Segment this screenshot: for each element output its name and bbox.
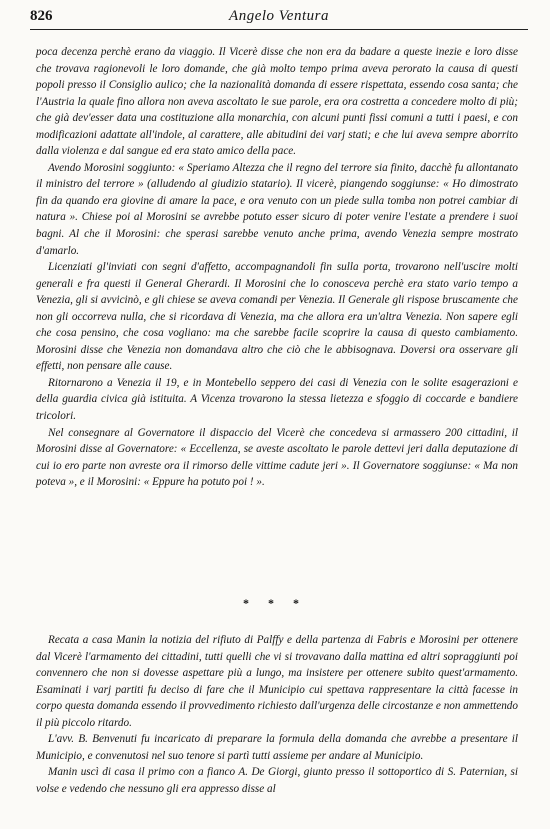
paragraph: Manin uscì di casa il primo con a fianco A. De Giorgi, giunto presso il sottoportico di S. Paternian, si volse e vedendo che nessuno gli era appresso disse al: [36, 766, 518, 795]
paragraph: Nel consegnare al Governatore il dispaccio del Vicerè che concedeva si armassero 200 cittadini, il Morosini disse al Governatore: « Eccellenza, se aveste ascoltato le parole dettevi jeri dalla deputazione di cui io ero parte non avreste ora il rimorso delle vittime cadute jeri ». Il Governatore soggiunse: « Ma non poteva », e il Morosini: « Eppure ha potuto poi ! ».: [36, 426, 518, 489]
page-header: [30, 6, 528, 30]
paragraph: poca decenza perchè erano da viaggio. Il Vicerè disse che non era da badare a queste inezie e loro disse che trovava ragionevoli le loro domande, che già molto tempo prima aveva perorato la causa di questi popoli presso il Consiglio aulico; che la nazionalità domanda di essere rispettata, essendo cosa santa; che l'Austria la quale fino allora non aveva ascoltato le sue parole, era ora costretta a concedere molto di più; che già dev'esser data una costituzione alla monarchia, con alcuni punti fissi comuni a tutti i paesi, e con modificazioni adattate all'indole, al carattere, alle abitudini dei varj stati; e che lui aveva sempre aborrito dalla violenza e dal sangue ed era stato amico della pace.: [36, 46, 518, 158]
header-rule: [30, 29, 528, 30]
body-text-section-1: [36, 44, 518, 491]
body-text-section-2: [36, 632, 518, 797]
paragraph: Licenziati gl'inviati con segni d'affetto, accompagnandoli fin sulla porta, trovarono nell'uscire molti generali e fra questi il General Gherardi. Il Morosini che lo conosceva perchè era stato vario tempo a Venezia, gli si avvicinò, e gli chiese se aveva comandi per Venezia. Il Generale gli rispose bruscamente che non gli occorreva nulla, che si ricordava di Venezia, ma che allora era un'altra Venezia. Non sapere egli che cosa pensino, che cosa vogliano: ma che sarebbe facile scoprire la causa di questo cambiamento. Morosini disse che Venezia non domandava altro che ciò che le abbisognava. Doversi ora osservare gli effetti, non pensare alle cause.: [36, 261, 518, 373]
running-head: Angelo Ventura: [229, 8, 329, 24]
paragraph: Recata a casa Manin la notizia del rifiuto di Palffy e della partenza di Fabris e Morosini per ottenere dal Vicerè l'armamento dei cittadini, tutti quelli che vi si trovavano dalla mattina ed altri sopraggiunti poi convennero che non si dovesse aspettare più a lungo, ma insistere per ottenere subito quest'armamento. Esaminati i varj partiti fu deciso di fare che il Municipio cui spettava rappresentare la città facesse in corpo questa domanda essendo il provvedimento richiesto dall'urgenza delle circostanze e non ammettendo il più piccolo ritardo.: [36, 634, 518, 729]
section-separator: * * *: [243, 596, 307, 610]
paragraph: Ritornarono a Venezia il 19, e in Montebello seppero dei casi di Venezia con le solite esagerazioni e della guardia civica già istituita. A Vicenza trovarono la stessa lietezza e sfoggio di coccarde e bandiere tricolori.: [36, 376, 518, 423]
paragraph: L'avv. B. Benvenuti fu incaricato di preparare la formula della domanda che avrebbe a presentare il Municipio, e convenutosi nel suo tenore si partì tutti assieme per andare al Municipio.: [36, 733, 518, 762]
page-number: 826: [30, 8, 53, 24]
paragraph: Avendo Morosini soggiunto: « Speriamo Altezza che il regno del terrore sia finito, dacchè fu allontanato il ministro del terrore » (alludendo al giudizio statario). Il vicerè, piangendo soggiunse: « Ho dimostrato fin da quando era giovine di amare la pace, e ora venuto con un piede sulla tomba non potrei cambiar di natura ». Chiese poi al Morosini se avrebbe potuto esser sicuro di poter venire l'estate a prendere i suoi bagni. Al che il Morosini: che sperasi sarebbe venuto anche prima, avendo Venezia sempre mostrato d'amarlo.: [36, 161, 518, 257]
